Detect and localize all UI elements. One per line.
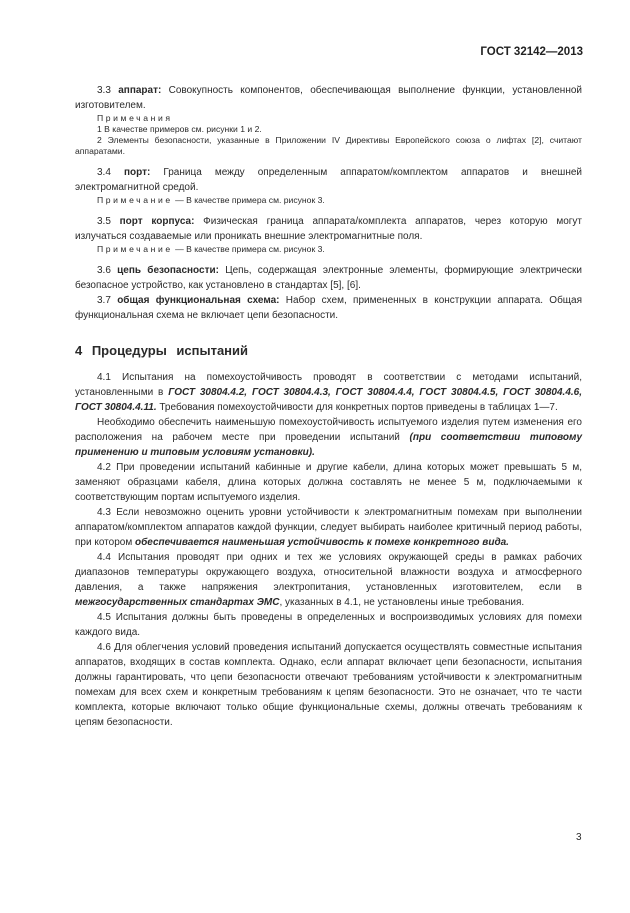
document-code-header: ГОСТ 32142—2013 bbox=[480, 46, 583, 58]
paragraph bbox=[75, 610, 582, 640]
text-run: 3.7 bbox=[97, 295, 118, 306]
note-paragraph bbox=[75, 195, 582, 206]
paragraph bbox=[75, 640, 582, 730]
text-run: 4.4 Испытания проводят при одних и тех же условиях окружающей среды в рамках рабочих диапазонов температуры окружающего воздуха, относительной влажности воздуха и атмосферного давления, а также напряжения электропитания, установленных изготовителем, если в bbox=[75, 552, 582, 593]
paragraph bbox=[75, 293, 582, 323]
text-run: Требования помехоустойчивости для конкретных портов приведены в таблицах 1—7. bbox=[156, 402, 558, 413]
paragraph bbox=[75, 214, 582, 244]
emphasis: (при соответствии типовому применению и типовым условиям установки). bbox=[75, 432, 582, 458]
emphasis: ГОСТ 30804.4.2, ГОСТ 30804.4.3, ГОСТ 30804.4.4, ГОСТ 30804.4.5, ГОСТ 30804.4.6, ГОСТ 30804.4.11. bbox=[75, 387, 582, 413]
text-run: 4.2 При проведении испытаний кабинные и другие кабели, длина которых может превышать 5 м, заменяют образцами кабеля, длина которых должна составлять не менее 5 м, подключаемыми к соответствующим портам испытуемого изделия. bbox=[75, 462, 582, 503]
term: порт корпуса: bbox=[119, 216, 195, 227]
text-run: 1 В качестве примеров см. рисунки 1 и 2. bbox=[97, 124, 262, 134]
text-run: 4.5 Испытания должны быть проведены в определенных и воспроизводимых условиях для помехи каждого вида. bbox=[75, 612, 582, 638]
paragraph bbox=[75, 165, 582, 195]
term: аппарат: bbox=[118, 85, 162, 96]
text-run: Примечание bbox=[97, 195, 173, 205]
note-paragraph bbox=[75, 113, 582, 124]
text-run: Физическая граница аппарата/комплекта аппаратов, через которую могут излучаться создаваемые или проникать внешние электромагнитные поля. bbox=[75, 216, 582, 242]
paragraph bbox=[75, 263, 582, 293]
term: цепь безопасности: bbox=[117, 265, 219, 276]
section-heading bbox=[75, 343, 582, 358]
term: общая функциональная схема: bbox=[117, 295, 280, 306]
section-heading-text: 4 Процедуры испытаний bbox=[75, 343, 249, 358]
page-number: 3 bbox=[576, 832, 582, 843]
text-run: 4.6 Для облегчения условий проведения испытаний допускается осуществлять совместные испытания аппаратов, входящих в состав комплекта. Однако, если аппарат включает цепи безопасности, испытания должны гарантировать, что цепи безопасности отвечают требованиям устойчивости к электромагнитным помехам для всех схем и конкретным требованиям к цепям безопасности. Это не означает, что те части комплекта, которые включают только общие функциональные схемы, должны отвечать требованиям к цепям безопасности. bbox=[75, 642, 582, 728]
text-run: 3.5 bbox=[97, 216, 120, 227]
note-paragraph bbox=[75, 124, 582, 135]
emphasis: обеспечивается наименьшая устойчивость к помехе конкретного вида. bbox=[134, 537, 509, 548]
emphasis: межгосударственных стандартах ЭМС bbox=[75, 597, 280, 608]
text-run: Совокупность компонентов, обеспечивающая выполнение функции, установленной изготовителем. bbox=[75, 85, 582, 111]
text-run: Примечания bbox=[97, 113, 173, 123]
text-run: Цепь, содержащая электронные элементы, формирующие электрически безопасное устройство, как установлено в стандартах [5], [6]. bbox=[75, 265, 583, 291]
paragraph bbox=[75, 460, 582, 505]
text-run: 4.3 Если невозможно оценить уровни устойчивости к электромагнитным помехам при выполнении аппаратом/комплектом аппаратов каждой функции, следует выбирать наиболее критичный период работы, при котором bbox=[75, 507, 582, 548]
document-body bbox=[75, 83, 582, 730]
text-run: 3.3 bbox=[97, 85, 119, 96]
text-run: 3.6 bbox=[97, 265, 118, 276]
paragraph bbox=[75, 550, 582, 610]
note-paragraph bbox=[75, 135, 582, 157]
text-run: — В качестве примера см. рисунок 3. bbox=[172, 244, 325, 254]
paragraph bbox=[75, 505, 582, 550]
text-run: , указанных в 4.1, не установлены иные требования. bbox=[279, 597, 525, 608]
text-run: Примечание bbox=[97, 244, 173, 254]
text-run: — В качестве примера см. рисунок 3. bbox=[172, 195, 325, 205]
paragraph bbox=[75, 83, 582, 113]
note-paragraph bbox=[75, 244, 582, 255]
text-run: Набор схем, примененных в конструкции аппарата. Общая функциональная схема не включает цепи безопасности. bbox=[75, 295, 583, 321]
text-run: 2 Элементы безопасности, указанные в Приложении IV Директивы Европейского союза о лифтах [2], считают аппаратами. bbox=[75, 135, 582, 156]
text-run: 3.4 bbox=[97, 167, 124, 178]
paragraph bbox=[75, 370, 582, 415]
text-run: Необходимо обеспечить наименьшую помехоустойчивость испытуемого изделия путем изменения его расположения на рабочем месте при проведении испытаний bbox=[75, 417, 582, 443]
term: порт: bbox=[123, 167, 151, 178]
text-run: 4.1 Испытания на помехоустойчивость проводят в соответствии с методами испытаний, установленными в bbox=[75, 372, 582, 398]
text-run: Граница между определенным аппаратом/комплектом аппаратов и внешней электромагнитной средой. bbox=[75, 167, 582, 193]
paragraph bbox=[75, 415, 582, 460]
